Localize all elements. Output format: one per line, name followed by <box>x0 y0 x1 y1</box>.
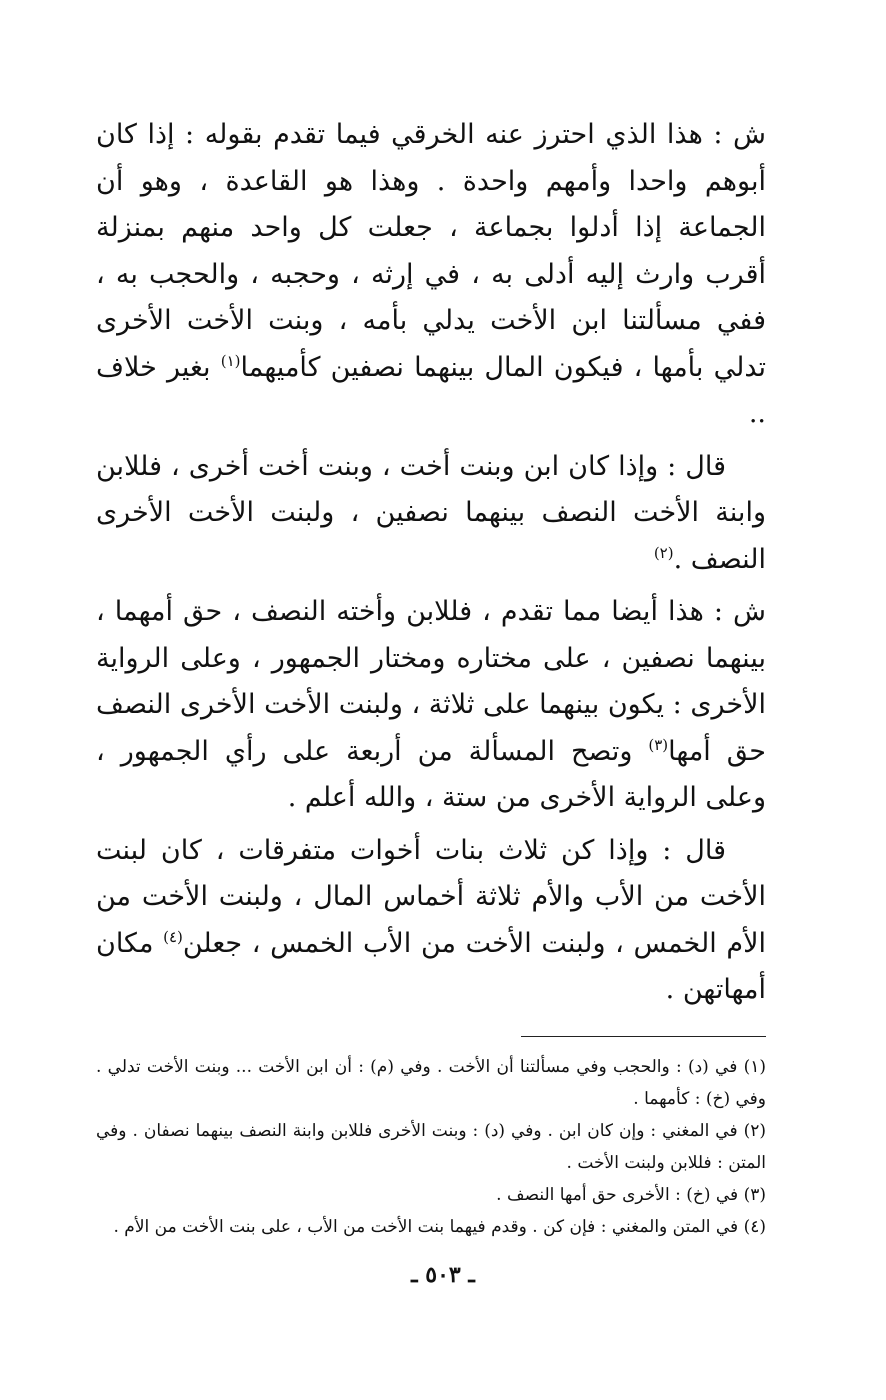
footnote-3: (٣) في (خ) : الأخرى حق أمها النصف . <box>496 1184 766 1205</box>
footnote-marker: (٤) <box>163 927 183 946</box>
footnote-1: (١) في (د) : والحجب وفي مسألتنا أن الأخت . وفي (م) : أن ابن الأخت ... وبنت الأخت تدلي . وفي (خ) : كأمهما . <box>96 1056 766 1109</box>
paragraph-text: بغير خلاف .. <box>96 351 766 429</box>
paragraph-2 <box>96 444 766 584</box>
paragraph-4 <box>96 828 766 1014</box>
paragraph-text: وتصح المسألة من أربعة على رأي الجمهور ، وعلى الرواية الأخرى من ستة ، والله أعلم . <box>96 735 766 813</box>
footnote-marker: (٣) <box>648 735 669 754</box>
paragraph-text: مكان أمهاتهن . <box>96 927 766 1005</box>
paragraph-3 <box>96 589 766 822</box>
footnote-marker: (٢) <box>653 543 674 562</box>
body-text <box>96 112 766 1014</box>
paragraph-text: قال : وإذا كان ابن وبنت أخت ، وبنت أخت أخرى ، فللابن وابنة الأخت النصف بينهما نصفين ، ولبنت الأخت الأخرى النصف . <box>96 450 766 575</box>
paragraph-text: ش : هذا الذي احترز عنه الخرقي فيما تقدم بقوله : إذا كان أبوهم واحدا وأمهم واحدة . وهذا هو القاعدة ، وهو أن الجماعة إذا أدلوا بجماعة ، جعلت كل واحد منهم بمنزلة أقرب وارث إليه أدلى به ، في إرثه ، وحجبه ، والحجب به ، ففي مسألتنا ابن الأخت يدلي بأمه ، وبنت الأخت الأخرى تدلي بأمها ، فيكون المال بينهما نصفين كأميهما <box>96 119 767 383</box>
footnotes-section <box>96 1036 766 1243</box>
paragraph-text: ش : هذا أيضا مما تقدم ، فللابن وأخته النصف ، حق أمهما ، بينهما نصفين ، على مختاره ومختار الجمهور ، وعلى الرواية الأخرى : يكون بينهما على ثلاثة ، ولبنت الأخت الأخرى النصف حق أمها <box>96 596 766 767</box>
paragraph-1 <box>96 112 766 438</box>
footnote-4: (٤) في المتن والمغني : فإن كن . وقدم فيهما بنت الأخت من الأب ، على بنت الأخت من الأم . <box>113 1216 766 1237</box>
footnote-separator <box>521 1036 766 1037</box>
paragraph-text: قال : وإذا كن ثلاث بنات أخوات متفرقات ، كان لبنت الأخت من الأب والأم ثلاثة أخماس المال ، ولبنت الأخت من الأم الخمس ، ولبنت الأخت من الأب الخمس ، جعلن <box>96 834 766 959</box>
footnote-marker: (١) <box>220 351 241 370</box>
footnote-2: (٢) في المغني : وإن كان ابن . وفي (د) : وبنت الأخرى فللابن وابنة النصف بينهما نصفان . وفي المتن : فللابن ولبنت الأخت . <box>96 1120 766 1173</box>
page-number: ـ ٥٠٣ ـ <box>411 1262 475 1288</box>
